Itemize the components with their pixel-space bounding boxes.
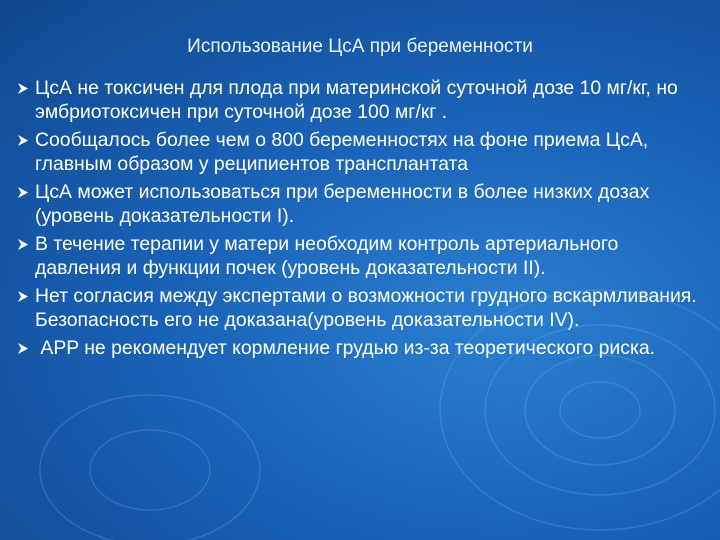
- arrowhead-bullet-icon: [18, 135, 28, 146]
- bullet-text: ЦсА может использоваться при беременности в более низких дозах (уровень доказательности I).: [35, 181, 650, 227]
- bullet-text: В течение терапии у матери необходим контроль артериального давления и функции почек (уровень доказательности II).: [35, 233, 619, 279]
- list-item: [18, 128, 708, 176]
- list-item: [18, 232, 708, 280]
- arrowhead-bullet-icon: [18, 239, 28, 250]
- bullet-list: [18, 76, 708, 364]
- arrowhead-bullet-icon: [18, 343, 28, 354]
- list-item: [18, 180, 708, 228]
- list-item: [18, 336, 708, 360]
- arrowhead-bullet-icon: [18, 83, 28, 94]
- list-item: [18, 284, 708, 332]
- bullet-text: Нет согласия между экспертами о возможности грудного вскармливания. Безопасность его не доказана(уровень доказательности IV).: [35, 285, 697, 331]
- bullet-text: APP не рекомендует кормление грудью из-за теоретического риска.: [35, 337, 656, 359]
- arrowhead-bullet-icon: [18, 291, 28, 302]
- bullet-text: Сообщалось более чем о 800 беременностях на фоне приема ЦсА, главным образом у реципиентов трансплантата: [35, 129, 649, 175]
- bullet-text: ЦсА не токсичен для плода при материнской суточной дозе 10 мг/кг, но эмбриотоксичен при суточной дозе 100 мг/кг .: [35, 77, 678, 123]
- list-item: [18, 76, 708, 124]
- arrowhead-bullet-icon: [18, 187, 28, 198]
- slide-title: Использование ЦсА при беременности: [187, 36, 533, 57]
